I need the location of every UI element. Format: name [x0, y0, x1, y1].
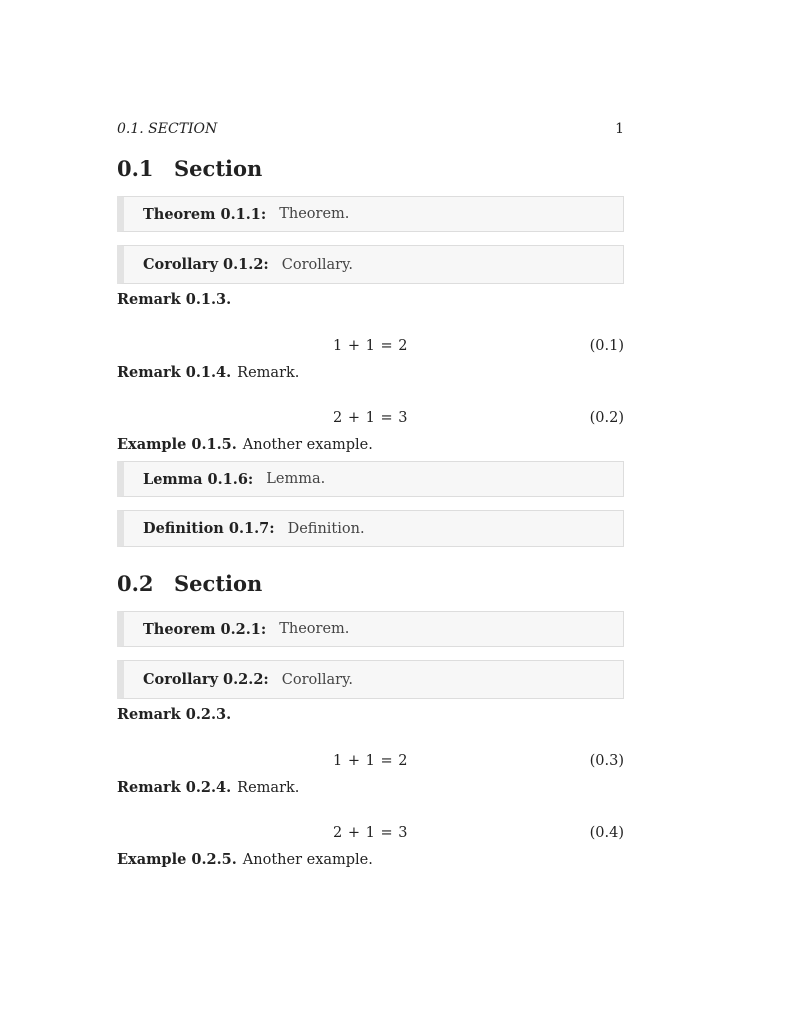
remark-paragraph: [117, 779, 299, 796]
equation-expression: 2 + 1 = 3: [333, 825, 408, 841]
example-paragraph: [117, 436, 373, 453]
equation-expression: 1 + 1 = 2: [333, 753, 408, 769]
equation-number: (0.1): [589, 338, 624, 354]
lemma-text: Lemma.: [266, 471, 326, 487]
display-equation: [117, 410, 624, 430]
equation-expression: 2 + 1 = 3: [333, 410, 408, 426]
example-paragraph: [117, 851, 373, 868]
theorem-box: [117, 611, 624, 647]
running-header: [117, 121, 624, 141]
theorem-text: Theorem.: [279, 206, 350, 222]
corollary-label: Corollary 0.2.2:: [143, 671, 269, 688]
corollary-box: [117, 245, 624, 284]
remark-label: Remark 0.1.3.: [117, 291, 232, 308]
equation-number: (0.4): [589, 825, 624, 841]
remark-paragraph: [117, 706, 237, 723]
remark-text: Remark.: [237, 365, 300, 381]
example-text: Another example.: [242, 437, 373, 453]
lemma-box: [117, 461, 624, 497]
definition-box: [117, 510, 624, 547]
remark-paragraph: [117, 291, 237, 308]
equation-number: (0.2): [589, 410, 624, 426]
definition-label: Definition 0.1.7:: [143, 520, 275, 537]
remark-label: Remark 0.1.4.: [117, 364, 232, 381]
theorem-text: Theorem.: [279, 621, 350, 637]
display-equation: [117, 825, 624, 845]
lemma-label: Lemma 0.1.6:: [143, 470, 254, 488]
page-number: 1: [615, 121, 624, 137]
remark-text: Remark.: [237, 780, 300, 796]
equation-expression: 1 + 1 = 2: [333, 338, 408, 354]
section-heading: [117, 571, 262, 596]
section-number: 0.2: [117, 571, 154, 596]
example-text: Another example.: [242, 852, 373, 868]
example-label: Example 0.2.5.: [117, 851, 237, 868]
theorem-box: [117, 196, 624, 232]
corollary-label: Corollary 0.1.2:: [143, 256, 269, 273]
example-label: Example 0.1.5.: [117, 436, 237, 453]
corollary-text: Corollary.: [281, 256, 353, 273]
remark-label: Remark 0.2.4.: [117, 779, 232, 796]
section-title: Section: [174, 571, 263, 596]
corollary-text: Corollary.: [281, 671, 353, 688]
corollary-box: [117, 660, 624, 699]
running-title: 0.1. SECTION: [117, 121, 218, 137]
equation-number: (0.3): [589, 753, 624, 769]
section-heading: [117, 156, 262, 181]
display-equation: [117, 338, 624, 358]
remark-label: Remark 0.2.3.: [117, 706, 232, 723]
theorem-label: Theorem 0.1.1:: [143, 205, 267, 223]
section-title: Section: [174, 156, 263, 181]
display-equation: [117, 753, 624, 773]
definition-text: Definition.: [287, 520, 365, 537]
remark-paragraph: [117, 364, 299, 381]
theorem-label: Theorem 0.2.1:: [143, 620, 267, 638]
section-number: 0.1: [117, 156, 154, 181]
